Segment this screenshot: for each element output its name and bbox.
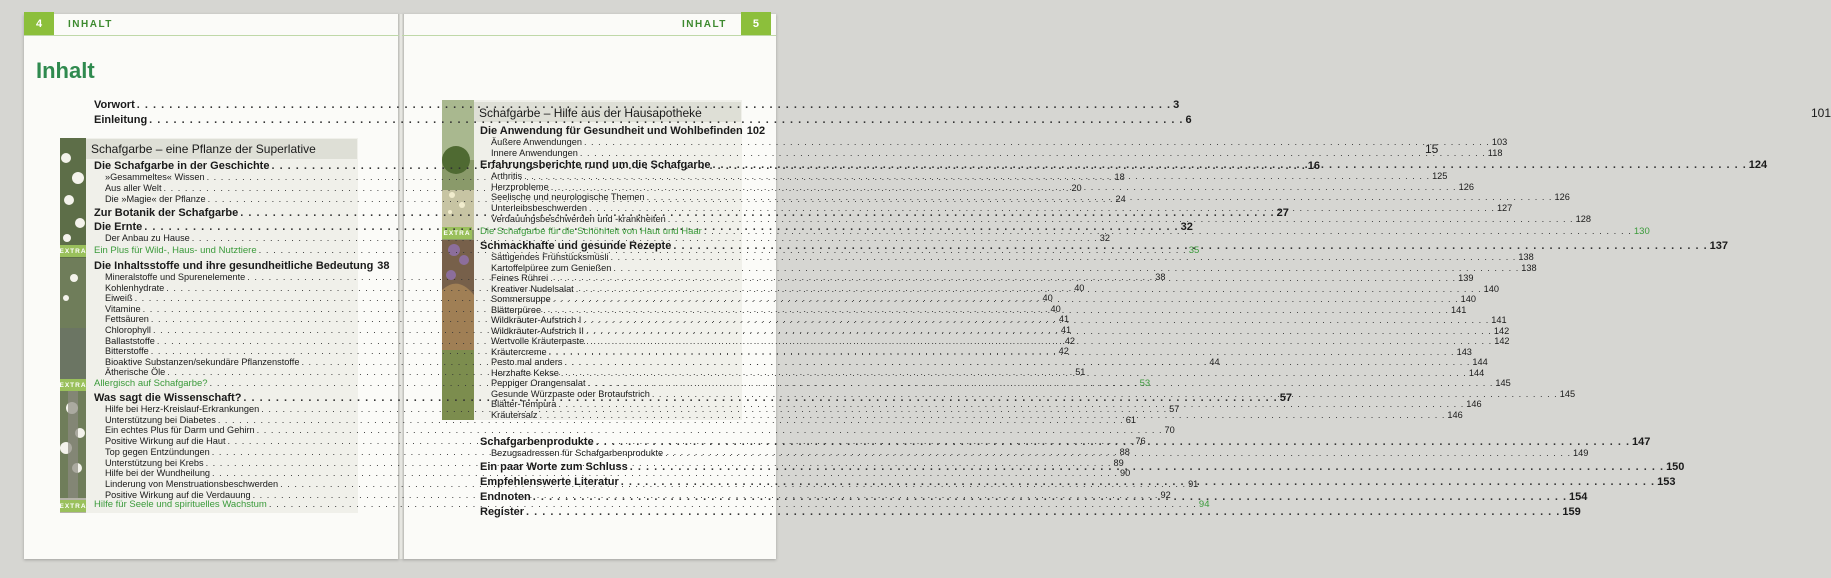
- toc-page-number: 141: [1491, 315, 1507, 325]
- toc-entry-title: Der Anbau zu Hause: [105, 233, 190, 243]
- toc-entry-title: Bioaktive Substanzen/sekundäre Pflanzenstoffe: [105, 356, 300, 367]
- toc-page-number: 103: [1491, 137, 1508, 147]
- toc-entry-title: Hilfe für Seele und spirituelles Wachstum: [94, 499, 267, 510]
- toc-page-number: 57: [1279, 392, 1292, 404]
- toc-entry-title: Schafgarbe – Hilfe aus der Hausapotheke: [479, 106, 702, 120]
- toc-page-number: 94: [1198, 499, 1210, 510]
- extra-entry[interactable]: [94, 499, 1210, 511]
- extra-tag: EXTRA: [442, 227, 472, 239]
- toc-page-number: 138: [1518, 252, 1534, 262]
- leader-dots: [652, 389, 1558, 399]
- toc-page-number: 42: [1058, 346, 1069, 357]
- toc-page-number: 35: [1188, 245, 1200, 256]
- toc-entry-title: Einleitung: [94, 114, 148, 126]
- toc-entry-title: Zur Botanik der Schafgarbe: [94, 207, 239, 219]
- toc-entry-title: Chlorophyll: [105, 325, 151, 335]
- toc-page-number: 61: [1125, 414, 1136, 425]
- leader-dots: [586, 336, 1492, 346]
- toc-page-number: 146: [1447, 409, 1463, 420]
- toc-page-number: 32: [1099, 233, 1110, 243]
- toc-entry-title: Aus aller Welt: [105, 183, 162, 194]
- toc-entry-title: Wertvolle Kräuterpaste: [491, 336, 585, 346]
- toc-page-number: 40: [1074, 282, 1085, 293]
- toc-page-number: 42: [1064, 335, 1076, 346]
- left-page-number: 4: [24, 12, 54, 36]
- toc-entry-title: Kreativer Nudelsalat: [491, 283, 574, 294]
- toc-entry-title: Endnoten: [480, 491, 531, 503]
- toc-entry-title: Die Anwendung für Gesundheit und Wohlbefinden: [480, 125, 743, 137]
- right-page-number: 5: [741, 12, 771, 36]
- toc-page-number: 16: [1307, 160, 1321, 172]
- toc-subentry[interactable]: [480, 262, 1537, 273]
- extra-tag: EXTRA: [60, 245, 86, 257]
- toc-page-number: 91: [1188, 478, 1199, 489]
- toc-entry-title: Blätter-Tempura: [491, 399, 557, 409]
- toc-entry[interactable]: [94, 99, 1180, 112]
- toc-page-number: 44: [1209, 356, 1220, 367]
- toc-page-number: 32: [1180, 221, 1193, 233]
- toc-page-number: 125: [1432, 171, 1448, 181]
- leader-dots: [580, 148, 1486, 158]
- toc-page-number: 149: [1573, 448, 1589, 458]
- toc-entry-title: Mineralstoffe und Spurenelemente: [105, 272, 246, 282]
- toc-subentry[interactable]: [94, 425, 1175, 436]
- toc-subentry[interactable]: [480, 336, 1510, 346]
- toc-subentry[interactable]: [480, 252, 1534, 262]
- toc-page-number: 38: [377, 260, 390, 272]
- leader-dots: [588, 378, 1494, 388]
- toc-page-number: 118: [1487, 148, 1503, 158]
- toc-entry-title: Hilfe bei Herz-Kreislauf-Erkrankungen: [105, 404, 260, 414]
- toc-subentry[interactable]: [480, 357, 1488, 367]
- toc-entry-title: Verdauungsbeschwerden und -krankheiten: [491, 213, 666, 224]
- toc-page-number: 145: [1559, 388, 1576, 399]
- toc-entry-title: Unterleibsbeschwerden: [491, 203, 588, 214]
- toc-page-number: 18: [1114, 172, 1125, 182]
- toc-entry-title: Sommersuppe: [491, 294, 551, 304]
- toc-page-number: 146: [1466, 399, 1482, 409]
- chapter-entry[interactable]: [479, 106, 1831, 121]
- toc-entry-title: Allergisch auf Schafgarbe?: [94, 378, 208, 389]
- toc-entry-title: Ein paar Worte zum Schluss: [480, 461, 628, 473]
- leader-dots: [558, 399, 1464, 409]
- toc-entry-title: Herzhafte Kekse: [491, 367, 559, 378]
- left-running-title: INHALT: [68, 18, 113, 30]
- toc-entry-title: Sättigendes Frühstücksmüsli: [491, 252, 609, 262]
- toc-subentry[interactable]: [480, 315, 1507, 325]
- right-header-rule: [402, 35, 776, 36]
- toc-entry-title: Wildkräuter-Aufstrich II: [491, 325, 584, 336]
- toc-subentry[interactable]: [480, 283, 1499, 294]
- left-header: [24, 14, 113, 34]
- left-header-rule: [24, 35, 399, 36]
- leader-dots: [533, 491, 1567, 503]
- leader-dots: [673, 240, 1707, 252]
- toc-page-number: 38: [1155, 272, 1166, 282]
- toc-entry-title: Kartoffelpüree zum Genießen: [491, 262, 612, 273]
- toc-page-number: 140: [1483, 283, 1499, 294]
- toc-page-number: 90: [1119, 468, 1131, 479]
- leader-dots: [584, 137, 1490, 147]
- toc-page-number: 53: [1139, 378, 1151, 389]
- toc-subentry[interactable]: [480, 137, 1508, 147]
- extra-tag: EXTRA: [60, 500, 86, 512]
- toc-page-number: 92: [1160, 489, 1171, 500]
- extra-tag: EXTRA: [60, 379, 86, 391]
- leader-dots: [526, 506, 1560, 518]
- toc-page-number: 140: [1460, 294, 1477, 304]
- toc-page-number: 126: [1554, 192, 1570, 203]
- toc-entry-title: Erfahrungsberichte rund um die Schafgarbe: [480, 159, 711, 171]
- toc-page-number: 124: [1748, 159, 1768, 171]
- toc-page-number: 126: [1458, 181, 1474, 192]
- toc-page-number: 6: [1185, 114, 1192, 126]
- toc-page-number: 70: [1164, 425, 1175, 436]
- leader-dots: [583, 315, 1489, 325]
- toc-entry-title: Die Inhaltsstoffe und ihre gesundheitliche Bedeutung: [94, 260, 374, 272]
- toc-entry-title: Unterstützung bei Krebs: [105, 457, 204, 468]
- toc-entry-title: Schafgarbenprodukte: [480, 436, 594, 448]
- leader-dots: [551, 182, 1457, 192]
- toc-entry-title: Pesto mal anders: [491, 357, 563, 367]
- toc-entry-title: Fettsäuren: [105, 314, 149, 325]
- toc-entry-title: Hilfe bei der Wundheilung: [105, 468, 211, 479]
- toc-page-number: 51: [1075, 367, 1086, 378]
- toc-entry-title: Wildkräuter-Aufstrich I: [491, 315, 582, 325]
- toc-page-number: 144: [1468, 367, 1485, 378]
- leader-dots: [630, 461, 1664, 473]
- toc-page-number: 24: [1115, 194, 1126, 205]
- toc-page-number: 41: [1058, 314, 1070, 325]
- toc-entry-title: Schmackhafte und gesunde Rezepte: [480, 240, 672, 252]
- toc-page-number: 139: [1458, 273, 1474, 283]
- toc-entry-title: Die Ernte: [94, 221, 143, 233]
- toc-page-number: 137: [1709, 240, 1729, 252]
- toc-entry-title: Kräutercreme: [491, 346, 547, 357]
- toc-page-number: 144: [1472, 357, 1488, 367]
- toc-entry-title: »Gesammeltes« Wissen: [105, 172, 205, 182]
- toc-entry-title: Bitterstoffe: [105, 346, 149, 357]
- toc-entry-title: Positive Wirkung auf die Verdauung: [105, 489, 251, 500]
- toc-entry-title: Schafgarbe – eine Pflanze der Superlative: [91, 142, 316, 156]
- toc-entry-title: Äußere Anwendungen: [491, 137, 582, 147]
- toc-page-number: 127: [1496, 203, 1513, 214]
- leader-dots: [665, 448, 1571, 458]
- toc-page-number: 76: [1135, 436, 1146, 447]
- leader-dots: [704, 226, 1632, 237]
- toc-entry-title: Peppiger Orangensalat: [491, 378, 586, 388]
- toc-entry-title: Eiweiß: [105, 293, 133, 304]
- leader-dots: [576, 284, 1482, 294]
- toc-page-number: 153: [1657, 476, 1676, 488]
- toc-page-number: 102: [746, 125, 766, 137]
- toc-entry-title: Ballaststoffe: [105, 335, 155, 346]
- toc-subentry[interactable]: [480, 203, 1513, 214]
- leader-dots: [561, 368, 1467, 378]
- leader-dots: [586, 326, 1492, 336]
- toc-page-number: 128: [1575, 213, 1591, 224]
- leader-dots: [553, 294, 1459, 304]
- leader-dots: [712, 159, 1746, 171]
- toc-entry-title: Empfehlenswerte Literatur: [480, 476, 619, 488]
- toc-entry-title: Seelische und neurologische Themen: [491, 192, 645, 203]
- toc-entry[interactable]: [480, 506, 1581, 519]
- toc-entry-title: Innere Anwendungen: [491, 148, 578, 158]
- toc-entry-title: Unterstützung bei Diabetes: [105, 414, 216, 425]
- leader-dots: [610, 252, 1516, 262]
- leader-dots: [550, 273, 1456, 283]
- right-header: [682, 14, 771, 34]
- toc-entry-title: Ätherische Öle: [105, 367, 166, 378]
- toc-subentry[interactable]: [480, 294, 1477, 304]
- toc-page-number: 89: [1113, 457, 1124, 468]
- leader-dots: [596, 436, 1630, 448]
- toc-page-number: 20: [1071, 183, 1082, 194]
- leader-dots: [668, 214, 1574, 224]
- toc-page-number: 40: [1050, 303, 1061, 314]
- toc-page-number: 142: [1493, 325, 1510, 336]
- toc-entry-title: Herzprobleme: [491, 181, 549, 192]
- toc-subentry[interactable]: [94, 468, 1131, 479]
- toc-page-number: 3: [1173, 99, 1180, 111]
- toc-entry-title: Vorwort: [94, 99, 135, 111]
- toc-entry-title: Die »Magie« der Pflanze: [105, 194, 206, 205]
- yarrow-photo-left: [60, 138, 86, 513]
- toc-page-number: 41: [1060, 325, 1072, 335]
- leader-dots: [589, 203, 1495, 213]
- right-running-title: INHALT: [682, 18, 727, 30]
- toc-page-number: 138: [1521, 262, 1537, 273]
- toc-entry-title: Die Schafgarbe in der Geschichte: [94, 160, 270, 172]
- leader-dots: [613, 263, 1519, 273]
- toc-entry-title: Gesunde Würzpaste oder Brotaufstrich: [491, 388, 650, 399]
- toc-entry-title: Linderung von Menstruationsbeschwerden: [105, 478, 279, 489]
- toc-entry-title: Kohlenhydrate: [105, 282, 165, 293]
- leader-dots: [543, 305, 1449, 315]
- toc-entry[interactable]: [94, 114, 1192, 127]
- toc-entry-title: Bezugsadressen für Schafgarbenprodukte: [491, 448, 664, 458]
- leader-dots: [539, 410, 1445, 420]
- toc-entry-title: Die Schafgarbe für die Schönheit von Haut und Haar: [480, 226, 702, 237]
- toc-page-number: 145: [1495, 378, 1511, 388]
- toc-entry-title: Kräutersalz: [491, 409, 538, 420]
- toc-entry-title: Register: [480, 506, 525, 518]
- toc-page-number: 141: [1450, 304, 1467, 315]
- page-title: Inhalt: [36, 58, 95, 83]
- toc-entry-title: Vitamine: [105, 303, 141, 314]
- toc-entry-title: Ein Plus für Wild-, Haus- und Nutztiere: [94, 245, 257, 256]
- toc-entry-title: Arthritis: [491, 171, 523, 181]
- toc-page-number: 143: [1456, 346, 1472, 357]
- toc-entry-title: Feines Rührei: [491, 273, 549, 283]
- toc-entry-title: Positive Wirkung auf die Haut: [105, 436, 226, 447]
- toc-page-number: 130: [1633, 226, 1650, 237]
- toc-entry-title: Blätterpüree: [491, 304, 542, 315]
- toc-page-number: 154: [1569, 491, 1588, 503]
- toc-page-number: 40: [1042, 293, 1053, 304]
- leader-dots: [524, 171, 1430, 181]
- toc-page-number: 142: [1494, 336, 1510, 346]
- leader-dots: [565, 357, 1471, 367]
- toc-page-number: 27: [1276, 207, 1289, 219]
- toc-page-number: 147: [1632, 436, 1651, 448]
- leader-dots: [647, 192, 1553, 205]
- toc-entry-title: Top gegen Entzündungen: [105, 446, 210, 457]
- leader-dots: [257, 425, 1163, 435]
- toc-page-number: 101: [1810, 106, 1831, 120]
- toc-page-number: 150: [1666, 461, 1685, 473]
- toc-page-number: 159: [1562, 506, 1581, 518]
- toc-page-number: 57: [1169, 404, 1180, 414]
- toc-entry-title: Was sagt die Wissenschaft?: [94, 392, 242, 404]
- toc-page-number: 88: [1119, 446, 1130, 457]
- toc-entry-title: Ein echtes Plus für Darm und Gehirn: [105, 425, 255, 436]
- leader-dots: [549, 347, 1455, 357]
- toc-page-number: 15: [1424, 142, 1439, 156]
- leader-dots: [621, 476, 1655, 488]
